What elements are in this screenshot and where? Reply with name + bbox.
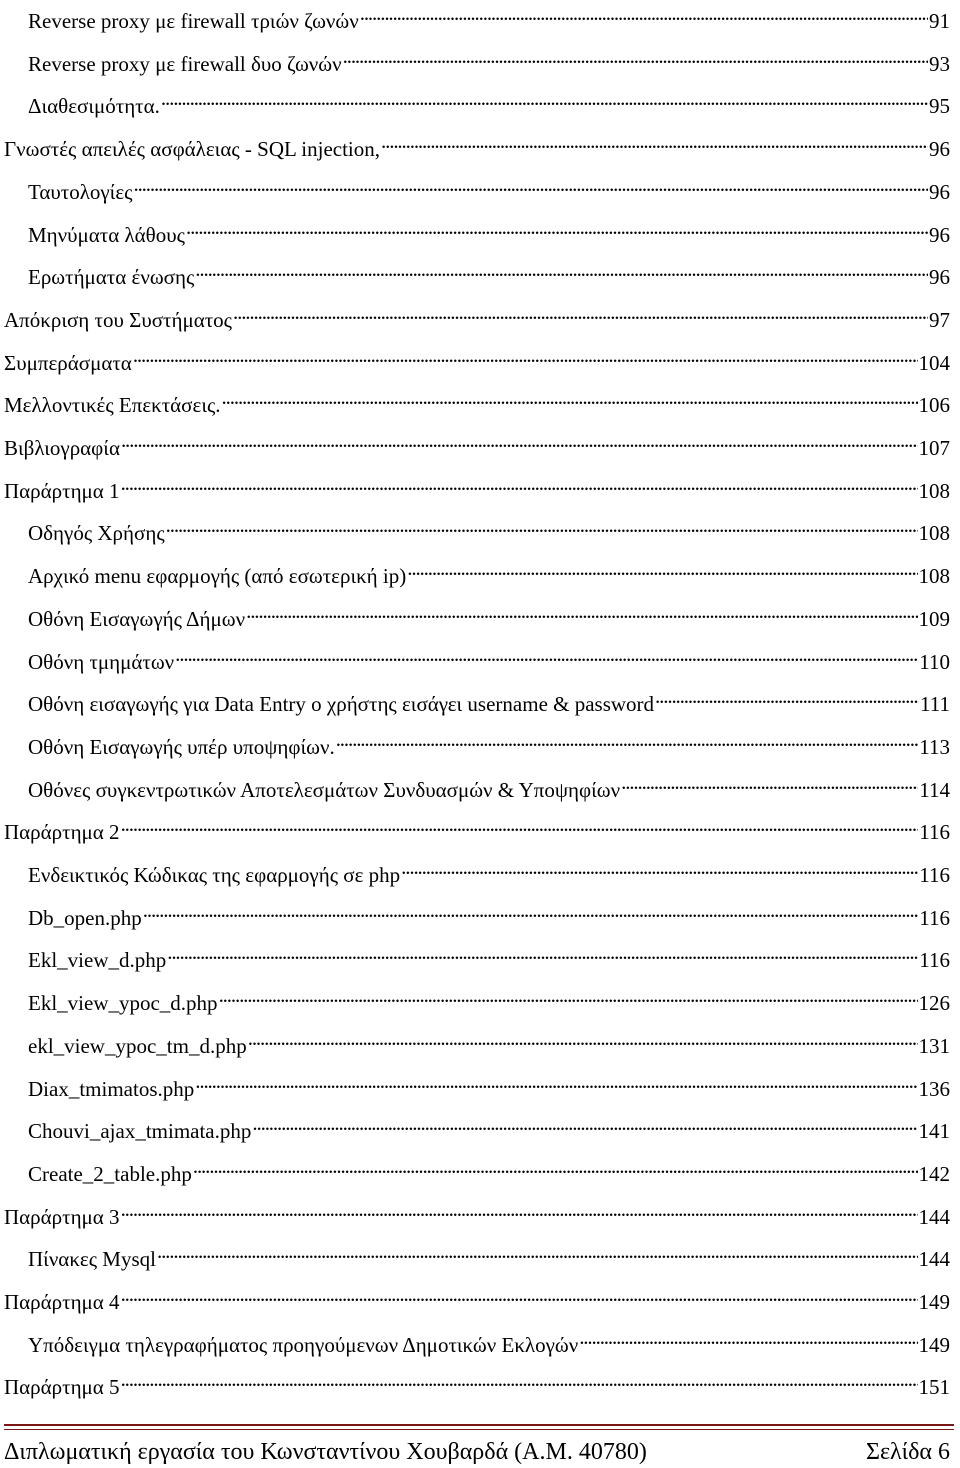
toc-entry-label: Συμπεράσματα (4, 350, 132, 375)
toc-entry-page: 111 (920, 692, 950, 717)
toc-dot-leader (579, 1322, 917, 1352)
toc-dot-leader (121, 809, 919, 839)
toc-dot-leader (166, 510, 918, 540)
toc-entry[interactable] (28, 980, 950, 1016)
toc-entry-page: 108 (918, 521, 950, 546)
toc-entry[interactable] (28, 41, 950, 76)
toc-entry[interactable] (4, 340, 950, 375)
toc-entry[interactable] (28, 254, 950, 290)
toc-dot-leader (360, 0, 928, 28)
toc-entry-label: Παράρτημα 3 (4, 1204, 120, 1229)
toc-entry[interactable] (28, 0, 950, 33)
footer-title: Διπλωματική εργασία του Κωνσταντίνου Χουβαρδά (Α.Μ. 40780) (4, 1439, 647, 1465)
toc-entry[interactable] (28, 83, 950, 119)
toc-entry-label: ekl_view_ypoc_tm_d.php (28, 1033, 247, 1058)
toc-entry-page: 110 (919, 649, 950, 674)
toc-entry[interactable] (28, 1151, 950, 1186)
toc-entry-label: Μελλοντικές Επεκτάσεις. (4, 393, 221, 418)
toc-dot-leader (407, 553, 917, 583)
toc-entry[interactable] (28, 937, 950, 973)
toc-dot-leader (133, 169, 928, 199)
toc-dot-leader (143, 895, 919, 925)
toc-entry-page: 131 (918, 1033, 950, 1058)
toc-entry-page: 91 (929, 9, 950, 33)
toc-entry-page: 104 (918, 350, 950, 375)
toc-entry[interactable] (28, 767, 950, 802)
toc-entry-page: 95 (929, 94, 950, 119)
toc-entry-label: Απόκριση του Συστήματος (4, 307, 232, 332)
toc-entry[interactable] (28, 510, 950, 546)
toc-entry-label: Diax_tmimatos.php (28, 1076, 195, 1101)
page-footer (4, 1436, 950, 1468)
toc-entry-label: Υπόδειγμα τηλεγραφήματος προηγούμενων Δημοτικών Εκλογών (28, 1332, 579, 1357)
toc-entry[interactable] (28, 1023, 950, 1058)
toc-entry-label: Οθόνες συγκεντρωτικών Αποτελεσμάτων Συνδυασμών & Υποψηφίων (28, 777, 621, 802)
toc-entry[interactable] (4, 126, 950, 162)
toc-entry-page: 93 (929, 51, 950, 76)
toc-dot-leader (195, 1066, 917, 1096)
toc-entry[interactable] (4, 809, 950, 845)
footer-page-number: Σελίδα 6 (865, 1439, 950, 1465)
toc-entry[interactable] (28, 212, 950, 247)
toc-entry-label: Μηνύματα λάθους (28, 222, 185, 247)
toc-entry-label: Ενδεικτικός Κώδικας της εφαρμογής σε php (28, 863, 401, 887)
toc-entry[interactable] (4, 425, 950, 460)
toc-entry-label: Διαθεσιμότητα. (28, 94, 160, 119)
toc-dot-leader (219, 980, 918, 1010)
toc-entry[interactable] (4, 297, 950, 332)
toc-dot-leader (252, 1108, 917, 1138)
toc-entry[interactable] (28, 1108, 950, 1144)
toc-entry[interactable] (28, 553, 950, 589)
toc-entry-label: Αρχικό menu εφαρμογής (από εσωτερική ip) (28, 564, 407, 589)
toc-entry-page: 116 (919, 905, 950, 930)
toc-dot-leader (186, 212, 928, 242)
toc-entry-label: Παράρτημα 4 (4, 1290, 120, 1314)
toc-entry-label: Οθόνη Εισαγωγής Δήμων (28, 606, 246, 631)
toc-entry-label: Ερωτήματα ένωσης (28, 265, 195, 290)
toc-entry-label: Ταυτολογίες (28, 179, 133, 204)
toc-entry-page: 113 (919, 734, 950, 759)
toc-entry[interactable] (28, 681, 950, 717)
toc-dot-leader (381, 126, 928, 156)
toc-entry-label: Ekl_view_ypoc_d.php (28, 991, 218, 1016)
toc-entry-page: 144 (918, 1204, 950, 1229)
toc-entry[interactable] (28, 596, 950, 631)
toc-entry-page: 126 (918, 991, 950, 1016)
toc-entry-page: 97 (929, 307, 950, 332)
toc-entry-label: Παράρτημα 1 (4, 478, 120, 503)
toc-entry-label: Ekl_view_d.php (28, 948, 167, 973)
toc-dot-leader (343, 41, 928, 71)
toc-dot-leader (157, 1236, 918, 1266)
toc-dot-leader (121, 468, 918, 498)
toc-entry-label: Παράρτημα 5 (4, 1375, 120, 1400)
toc-entry-page: 116 (919, 863, 950, 887)
toc-dot-leader (175, 639, 918, 669)
toc-entry[interactable] (4, 1279, 950, 1314)
toc-entry-page: 114 (919, 777, 950, 802)
footer-rule-thin (4, 1429, 954, 1430)
toc-dot-leader (121, 425, 918, 455)
toc-entry-page: 116 (919, 948, 950, 973)
toc-dot-leader (193, 1151, 918, 1181)
toc-entry-page: 107 (918, 436, 950, 460)
toc-entry-page: 109 (918, 606, 950, 631)
toc-entry-label: Chouvi_ajax_tmimata.php (28, 1119, 252, 1144)
toc-dot-leader (167, 937, 918, 967)
toc-entry-label: Βιβλιογραφία (4, 436, 120, 460)
toc-dot-leader (621, 767, 918, 797)
toc-entry-page: 116 (919, 820, 950, 845)
toc-entry[interactable] (4, 1364, 950, 1400)
toc-dot-leader (121, 1364, 918, 1394)
toc-entry[interactable] (28, 169, 950, 204)
toc-dot-leader (121, 1279, 918, 1309)
toc-dot-leader (655, 681, 919, 711)
toc-dot-leader (195, 254, 928, 284)
toc-entry-page: 108 (918, 478, 950, 503)
toc-dot-leader (161, 83, 928, 113)
toc-entry[interactable] (28, 852, 950, 887)
toc-entry-page: 149 (918, 1290, 950, 1314)
toc-entry[interactable] (28, 639, 950, 674)
toc-dot-leader (246, 596, 917, 626)
toc-entry-page: 149 (918, 1332, 950, 1357)
toc-entry[interactable] (28, 1236, 950, 1272)
toc-entry[interactable] (28, 724, 950, 759)
toc-entry-page: 136 (918, 1076, 950, 1101)
toc-entry-page: 108 (918, 564, 950, 589)
toc-entry-label: Γνωστές απειλές ασφάλειας - SQL injection, (4, 137, 381, 162)
toc-dot-leader (233, 297, 928, 327)
toc-entry[interactable] (4, 1194, 950, 1229)
toc-entry[interactable] (4, 382, 950, 418)
toc-entry-label: Πίνακες Mysql (28, 1247, 156, 1272)
toc-dot-leader (248, 1023, 918, 1053)
toc-entry-label: Οθόνη τμημάτων (28, 649, 175, 674)
toc-entry-label: Οθόνη Εισαγωγής υπέρ υποψηφίων. (28, 734, 335, 759)
toc-entry-page: 96 (929, 137, 950, 162)
toc-entry[interactable] (28, 895, 950, 930)
toc-entry-label: Db_open.php (28, 905, 142, 930)
toc-entry[interactable] (4, 468, 950, 503)
toc-entry[interactable] (28, 1322, 950, 1357)
toc-entry-page: 144 (918, 1247, 950, 1272)
toc-dot-leader (121, 1194, 918, 1224)
toc-entry-label: Reverse proxy με firewall τριών ζωνών (28, 9, 359, 33)
toc-entry-page: 96 (929, 222, 950, 247)
toc-entry-label: Create_2_table.php (28, 1161, 192, 1186)
toc-dot-leader (222, 382, 918, 412)
toc-entry-label: Reverse proxy με firewall δυο ζωνών (28, 51, 342, 76)
toc-entry-page: 141 (918, 1119, 950, 1144)
toc-entry-label: Οδηγός Χρήσης (28, 521, 165, 546)
toc-entry-page: 151 (918, 1375, 950, 1400)
toc-entry-page: 142 (918, 1161, 950, 1186)
toc-entry-label: Παράρτημα 2 (4, 820, 120, 845)
toc-entry-page: 96 (929, 265, 950, 290)
footer-rule (4, 1424, 954, 1426)
toc-entry[interactable] (28, 1066, 950, 1101)
toc-entry-label: Οθόνη εισαγωγής για Data Entry ο χρήστης εισάγει username & password (28, 692, 655, 717)
toc-dot-leader (401, 852, 918, 882)
toc-dot-leader (336, 724, 919, 754)
toc-entry-page: 106 (918, 393, 950, 418)
toc-entry-page: 96 (929, 179, 950, 204)
toc-dot-leader (133, 340, 918, 370)
